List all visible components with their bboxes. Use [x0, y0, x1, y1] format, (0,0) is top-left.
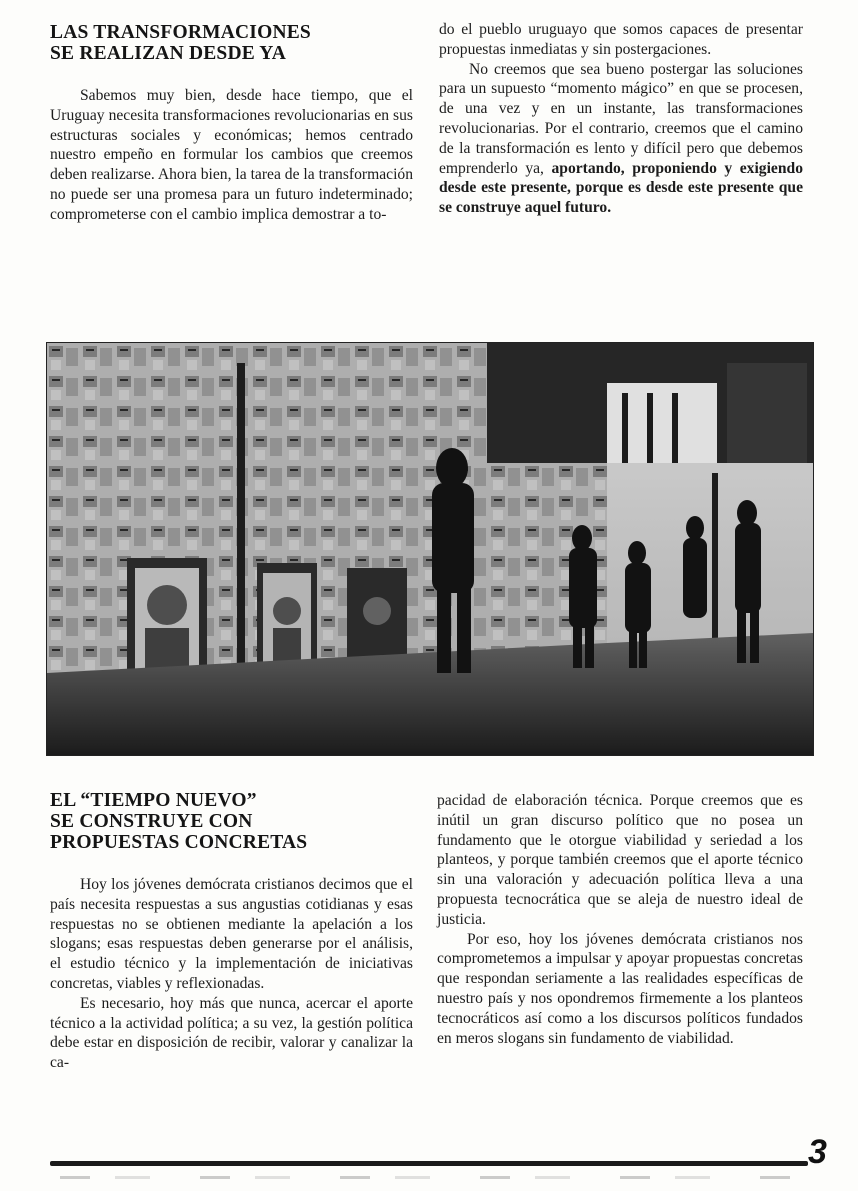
section2-title-line3: PROPUESTAS CONCRETAS	[50, 832, 308, 853]
street-scene-illustration	[47, 343, 813, 755]
scan-artifact	[60, 1176, 790, 1179]
section2-title-line1: EL “TIEMPO NUEVO”	[50, 790, 257, 811]
section1-paragraph1-start: Sabemos muy bien, desde hace tiempo, que el Uruguay necesita transformaciones revolucionarias en sus estructuras sociales y económicas; hemos centrado nuestro empeño en formular los cambios que creemos deben realizarse. Ahora bien, la tarea de la transformación no puede ser una promesa para un futuro indeterminado; comprometerse con el cambio implica demostrar a to-	[50, 87, 413, 223]
section2-right-column	[437, 791, 803, 1048]
section1-title	[50, 22, 413, 64]
section1-emphasis: aportando, proponiendo y exigiendo desde este presente, porque es desde este presente que se construye aquel futuro.	[439, 159, 803, 217]
street-photo	[46, 342, 814, 756]
section2-paragraph1: Hoy los jóvenes demócrata cristianos decimos que el país necesita respuestas a sus angustias cotidianas y esas respuestas no se obtienen mediante la apelación a los slogans; esas respuestas deben generarse por el análisis, el estudio técnico y la implementación de iniciativas concretas, viables y reflexionadas.	[50, 876, 413, 992]
footer-rule	[50, 1161, 808, 1166]
section1-left-column	[50, 22, 413, 225]
section1-paragraph2: No creemos que sea bueno postergar las soluciones para un supuesto “momento mágico” en que se procesen, de una vez y en un instante, las transformaciones revolucionarias. Por el contrario, creemos que el camino de la transformación es lento y difícil pero que debemos emprenderlo ya, aportando, proponiendo y exigiendo desde este presente, porque es desde este presente que se construye aquel futuro.	[439, 60, 803, 217]
section2-paragraph2-end: pacidad de elaboración técnica. Porque creemos que es inútil un gran discurso político que no posea un fundamento que le otorgue viabilidad y seriedad a los planteos, y porque también creemos que el aporte técnico sin una valoración y adecuación política lleva a una propuesta tecnocrática que se aleja de nuestro ideal de justicia.	[437, 792, 803, 928]
section1-paragraph1-end: do el pueblo uruguayo que somos capaces de presentar propuestas inmediatas y sin postergaciones.	[439, 21, 803, 58]
section2-paragraph3: Por eso, hoy los jóvenes demócrata cristianos nos comprometemos a impulsar y apoyar propuestas concretas que respondan seriamente a las realidades específicas de nuestro país y nos opondremos firmemente a los planteos tecnocráticos así como a los discursos políticos fundados en meros slogans sin fundamento de viabilidad.	[437, 930, 803, 1047]
section2-title	[50, 790, 413, 853]
page-number: 3	[808, 1133, 827, 1171]
section2-title-line2: SE CONSTRUYE CON	[50, 811, 253, 832]
section1-title-line2: SE REALIZAN DESDE YA	[50, 43, 287, 64]
section2-left-column	[50, 790, 413, 1073]
section1-title-line1: LAS TRANSFORMACIONES	[50, 22, 311, 43]
section2-paragraph2-start: Es necesario, hoy más que nunca, acercar el aporte técnico a la actividad política; a su vez, la gestión política debe estar en disposición de recibir, valorar y canalizar la ca-	[50, 994, 413, 1072]
section1-right-column	[439, 20, 803, 218]
